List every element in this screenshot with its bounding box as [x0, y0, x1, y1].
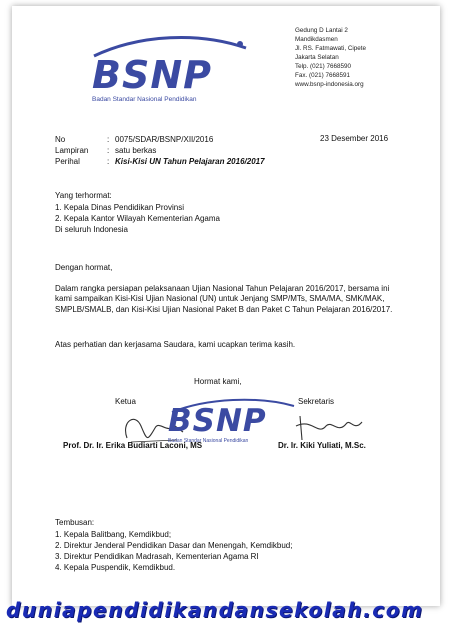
separator: :: [107, 146, 110, 155]
bsnp-logo: [92, 53, 212, 103]
ketua-name: Prof. Dr. Ir. Erika Budiarti Laconi, MS: [63, 441, 203, 450]
address-line: Fax. (021) 7668591: [295, 72, 350, 79]
recipient-item: 1. Kepala Dinas Pendidikan Provinsi: [55, 203, 184, 212]
separator: :: [107, 157, 110, 166]
cc-item: 1. Kepala Balitbang, Kemdikbud;: [55, 530, 172, 539]
lampiran-label: Lampiran: [55, 146, 89, 155]
stamp-wordmark: BSNP: [168, 403, 267, 439]
cc-item: 3. Direktur Pendidikan Madrasah, Kementerian Agama RI: [55, 552, 259, 561]
logo-swoosh-graphic: [90, 30, 250, 60]
address-line: www.bsnp-indonesia.org: [295, 81, 364, 88]
address-line: Gedung D Lantai 2: [295, 27, 348, 34]
ketua-title: Ketua: [115, 397, 136, 406]
logo-subtitle: Badan Standar Nasional Pendidikan: [92, 96, 197, 103]
cc-title: Tembusan:: [55, 518, 95, 527]
sekretaris-signature: [292, 406, 372, 446]
no-value: 0075/SDAR/BSNP/XII/2016: [115, 135, 214, 144]
letter-page: [12, 6, 440, 606]
cc-item: 4. Kepala Puspendik, Kemdikbud.: [55, 563, 176, 572]
address-line: Jl. RS. Fatmawati, Cipete: [295, 45, 367, 52]
address-line: Jakarta Selatan: [295, 54, 339, 61]
perihal-label: Perihal: [55, 157, 80, 166]
perihal-value: Kisi-Kisi UN Tahun Pelajaran 2016/2017: [115, 157, 265, 166]
lampiran-value: satu berkas: [115, 146, 157, 155]
letterhead-address: [295, 26, 366, 89]
stamp-subtitle: Badan Standar Nasional Pendidikan: [168, 438, 249, 444]
recipient-item: 2. Kepala Kantor Wilayah Kementerian Agama: [55, 214, 220, 223]
recipient-intro: Yang terhormat:: [55, 191, 112, 200]
sekretaris-name: Dr. Ir. Kiki Yuliati, M.Sc.: [278, 441, 366, 450]
address-line: Telp. (021) 7668590: [295, 63, 352, 70]
body-paragraph: Dalam rangka persiapan pelaksanaan Ujian Nasional Tahun Pelajaran 2016/2017, bersama ini kami sampaikan Kisi-Kisi Ujian Nasional (UN) untuk Jenjang SMP/MTs, SMA/MA, SMK/MAK, SMPLB/SMALB, dan Kisi-Kisi Ujian Nasional Paket B dan Paket C Tahun Pelajaran 2016/2017.: [55, 284, 393, 314]
regards-text: Hormat kami,: [194, 377, 242, 386]
sekretaris-title: Sekretaris: [298, 397, 335, 406]
closing-text: Atas perhatian dan kerjasama Saudara, kami ucapkan terima kasih.: [55, 340, 296, 349]
recipient-location: Di seluruh Indonesia: [55, 225, 128, 234]
greeting: Dengan hormat,: [55, 263, 113, 272]
separator: :: [107, 135, 110, 144]
site-watermark: duniapendidikandansekolah.com: [6, 598, 424, 622]
stamp-logo: [168, 403, 267, 444]
logo-wordmark: BSNP: [92, 53, 212, 97]
letter-date: 23 Desember 2016: [320, 134, 389, 143]
no-label: No: [55, 135, 66, 144]
cc-item: 2. Direktur Jenderal Pendidikan Dasar dan Menengah, Kemdikbud;: [55, 541, 293, 550]
stamp-swoosh-graphic: [168, 394, 298, 414]
address-line: Mandikdasmen: [295, 36, 338, 43]
